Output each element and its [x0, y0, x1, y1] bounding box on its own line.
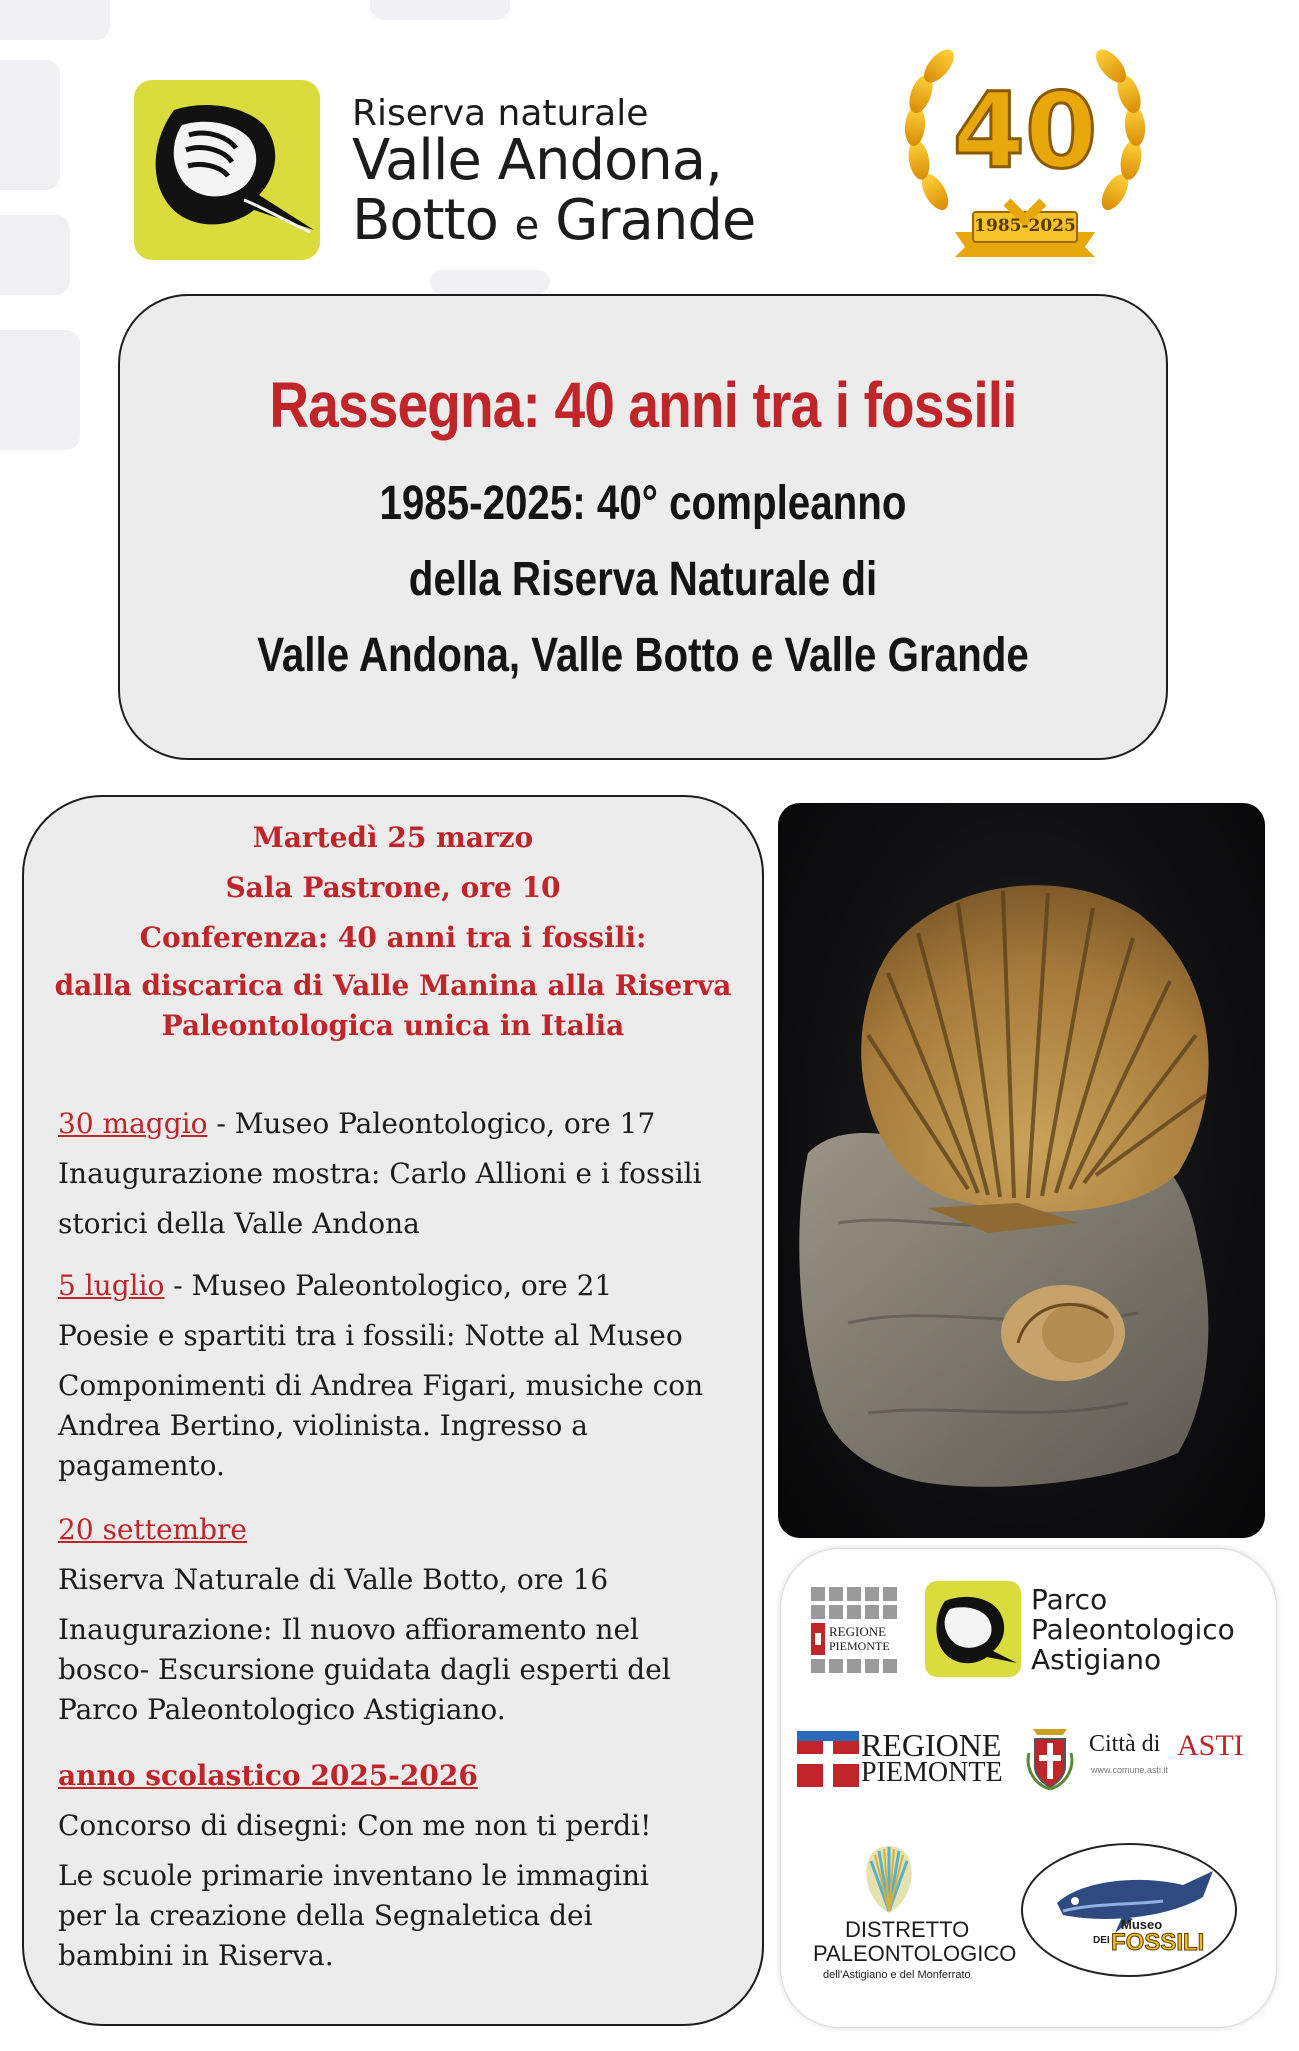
- reserve-name-grande: Grande: [555, 188, 756, 253]
- museo-line2: DEI: [1093, 1935, 1110, 1946]
- anniversary-years: 1985-2025: [974, 216, 1076, 236]
- event-september-line1: Inaugurazione: Il nuovo affioramento nel: [58, 1613, 639, 1646]
- event-july-line2: Componimenti di Andrea Figari, musiche con: [58, 1369, 704, 1402]
- regione-line1: REGIONE: [861, 1727, 1002, 1763]
- background-tile: [370, 0, 510, 20]
- event-september-line2: bosco- Escursione guidata dagli esperti del: [58, 1653, 671, 1686]
- event-school-date: anno scolastico 2025-2026: [58, 1759, 478, 1792]
- regione-small-line1: REGIONE: [829, 1624, 887, 1639]
- conference-place: Sala Pastrone, ore 10: [225, 871, 561, 904]
- event-july-where: - Museo Paleontologico, ore 21: [164, 1269, 613, 1302]
- fossil-scallop-illustration: [778, 803, 1265, 1538]
- valleys-subtitle: Valle Andona, Valle Botto e Valle Grande: [257, 629, 1029, 682]
- background-tile: [0, 0, 110, 40]
- event-september-line3: Parco Paleontologico Astigiano.: [58, 1693, 506, 1726]
- event-school-line3: per la creazione della Segnaletica dei: [58, 1899, 593, 1932]
- events-box: [22, 795, 764, 2026]
- citta-asti: ASTI: [1177, 1729, 1244, 1762]
- conference-desc-line1: dalla discarica di Valle Manina alla Riserva: [54, 969, 732, 1002]
- fossil-shell-photo: [778, 803, 1265, 1538]
- citta-url: www.comune.asti.it: [1091, 1765, 1169, 1775]
- anniversary-badge: [895, 42, 1155, 257]
- coat-of-arms-icon: [1025, 1723, 1075, 1793]
- event-july-heading: [58, 1269, 612, 1302]
- event-september-where: Riserva Naturale di Valle Botto, ore 16: [58, 1563, 609, 1596]
- event-may-where: - Museo Paleontologico, ore 17: [207, 1107, 656, 1140]
- parco-line1: Parco: [1031, 1583, 1108, 1616]
- event-may-date: 30 maggio: [58, 1107, 208, 1140]
- reserve-name-line1: Riserva naturale: [352, 93, 649, 134]
- event-may-line1: Inaugurazione mostra: Carlo Allioni e i fossili: [58, 1157, 702, 1190]
- reserve-logo: [134, 80, 320, 260]
- distretto-line3: dell'Astigiano e del Monferrato: [823, 1969, 971, 1981]
- distretto-shell-logo: [861, 1841, 917, 1917]
- event-school-line2: Le scuole primarie inventano le immagini: [58, 1859, 649, 1892]
- citta-di: Città di: [1089, 1731, 1161, 1757]
- anniversary-subtitle: 1985-2025: 40° compleanno: [379, 477, 907, 530]
- regione-piemonte-logo: [797, 1731, 859, 1787]
- anniversary-number: 40: [952, 70, 1098, 192]
- museo-line1: Museo: [1121, 1917, 1163, 1932]
- distretto-line1: DISTRETTO: [845, 1917, 970, 1942]
- conference-title: Conferenza: 40 anni tra i fossili:: [139, 921, 647, 954]
- background-tile: [0, 215, 70, 295]
- parco-logo: [925, 1581, 1021, 1677]
- event-july-line4: pagamento.: [58, 1449, 225, 1482]
- parco-line3: Astigiano: [1031, 1643, 1162, 1676]
- asti-coat-of-arms: [1025, 1723, 1075, 1793]
- museo-fossili-logo: [1021, 1843, 1237, 1977]
- reserve-name-line3: [352, 188, 755, 253]
- event-september-date: 20 settembre: [58, 1513, 247, 1546]
- regione-flag-icon: [797, 1731, 859, 1787]
- reserve-name-botto: Botto: [352, 188, 498, 253]
- event-july-line1: Poesie e spartiti tra i fossili: Notte al Museo: [58, 1319, 683, 1352]
- museo-line3: FOSSILI: [1111, 1929, 1205, 1956]
- parco-line2: Paleontologico: [1031, 1613, 1235, 1646]
- event-school-line4: bambini in Riserva.: [58, 1939, 334, 1972]
- event-may-heading: [58, 1107, 655, 1140]
- event-july-date: 5 luglio: [58, 1269, 165, 1302]
- reserve-name-e: e: [514, 203, 539, 249]
- background-tile: [0, 60, 60, 190]
- shell-icon: [134, 80, 320, 260]
- event-school-line1: Concorso di disegni: Con me non ti perdi!: [58, 1809, 652, 1842]
- regione-line2: PIEMONTE: [861, 1757, 1003, 1788]
- title-box: [118, 294, 1168, 760]
- event-series-title: Rassegna: 40 anni tra i fossili: [269, 369, 1017, 441]
- conference-date: Martedì 25 marzo: [252, 821, 534, 854]
- regione-small-line2: PIEMONTE: [829, 1639, 890, 1653]
- event-may-line2: storici della Valle Andona: [58, 1207, 420, 1240]
- conference-desc-line2: Paleontologica unica in Italia: [161, 1009, 625, 1042]
- distretto-line2: PALEONTOLOGICO: [813, 1941, 1017, 1966]
- scallop-icon: [861, 1841, 917, 1917]
- regione-piemonte-grid-logo: [811, 1587, 911, 1687]
- reserve-subtitle: della Riserva Naturale di: [408, 553, 878, 606]
- background-tile: [430, 270, 550, 294]
- event-july-line3: Andrea Bertino, violinista. Ingresso a: [58, 1409, 588, 1442]
- reserve-name-line2: Valle Andona,: [352, 128, 722, 193]
- background-tile: [0, 330, 80, 450]
- sponsors-card: [780, 1548, 1277, 2028]
- shell-icon: [925, 1581, 1021, 1677]
